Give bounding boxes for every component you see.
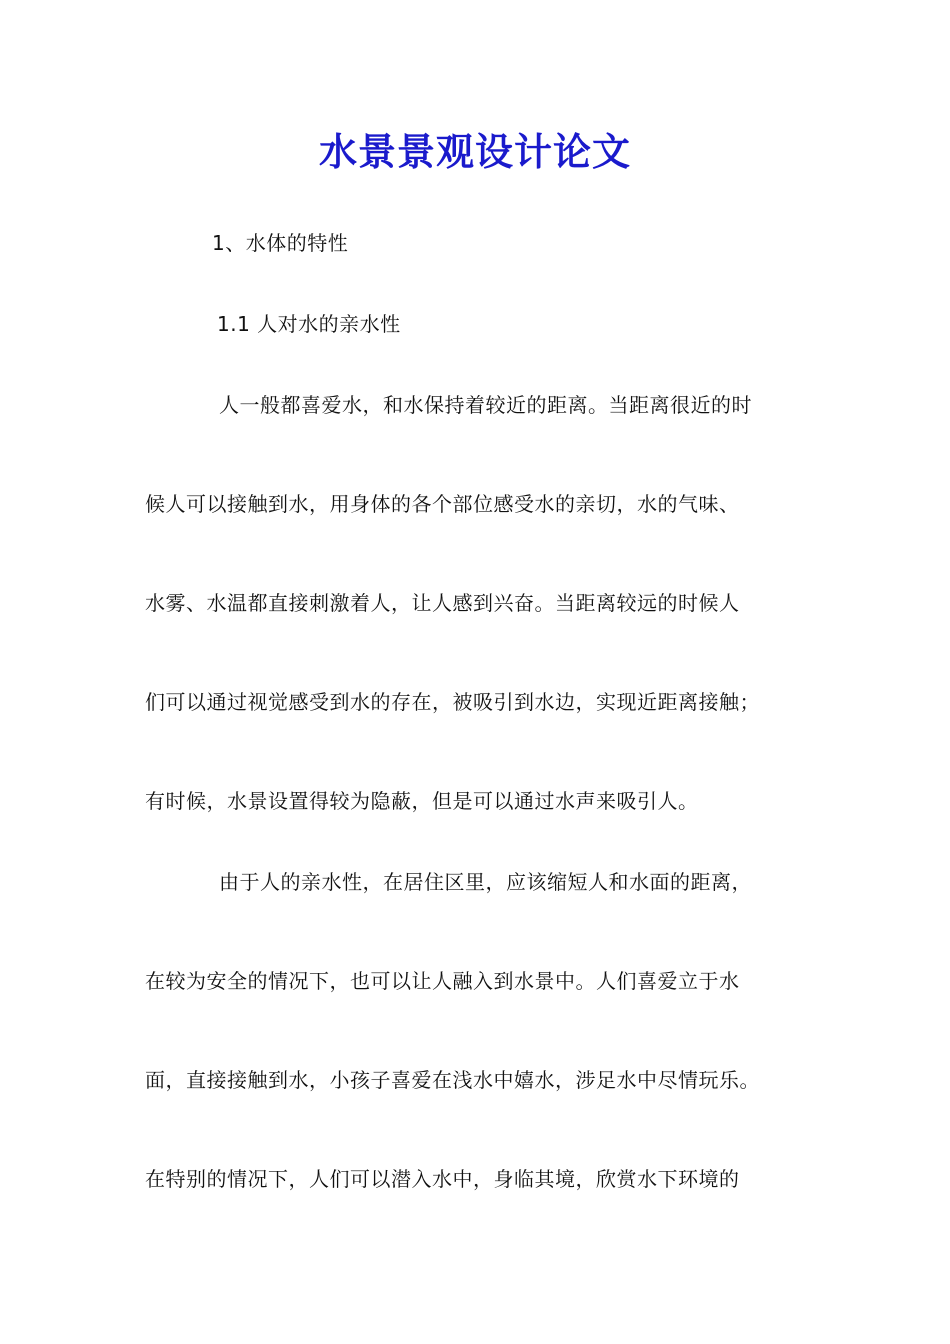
paragraph-line: 在特别的情况下，人们可以潜入水中，身临其境，欣赏水下环境的 [145, 1167, 740, 1191]
paragraph-line: 人一般都喜爱水，和水保持着较近的距离。当距离很近的时 [219, 393, 752, 417]
paragraph-line: 有时候，水景设置得较为隐蔽，但是可以通过水声来吸引人。 [145, 789, 699, 813]
paragraph-line: 水雾、水温都直接刺激着人，让人感到兴奋。当距离较远的时候人 [145, 591, 740, 615]
subsection-heading: 1.1 人对水的亲水性 [217, 312, 401, 336]
paragraph-line: 们可以通过视觉感受到水的存在，被吸引到水边，实现近距离接触； [145, 690, 760, 714]
paragraph-line: 在较为安全的情况下，也可以让人融入到水景中。人们喜爱立于水 [145, 969, 740, 993]
paragraph-line: 面，直接接触到水，小孩子喜爱在浅水中嬉水，涉足水中尽情玩乐。 [145, 1068, 760, 1092]
paragraph-line: 由于人的亲水性，在居住区里，应该缩短人和水面的距离， [219, 870, 752, 894]
section-heading: 1、水体的特性 [212, 231, 349, 255]
paragraph-line: 候人可以接触到水，用身体的各个部位感受水的亲切，水的气味、 [145, 492, 740, 516]
document-title: 水景景观设计论文 [318, 129, 631, 174]
